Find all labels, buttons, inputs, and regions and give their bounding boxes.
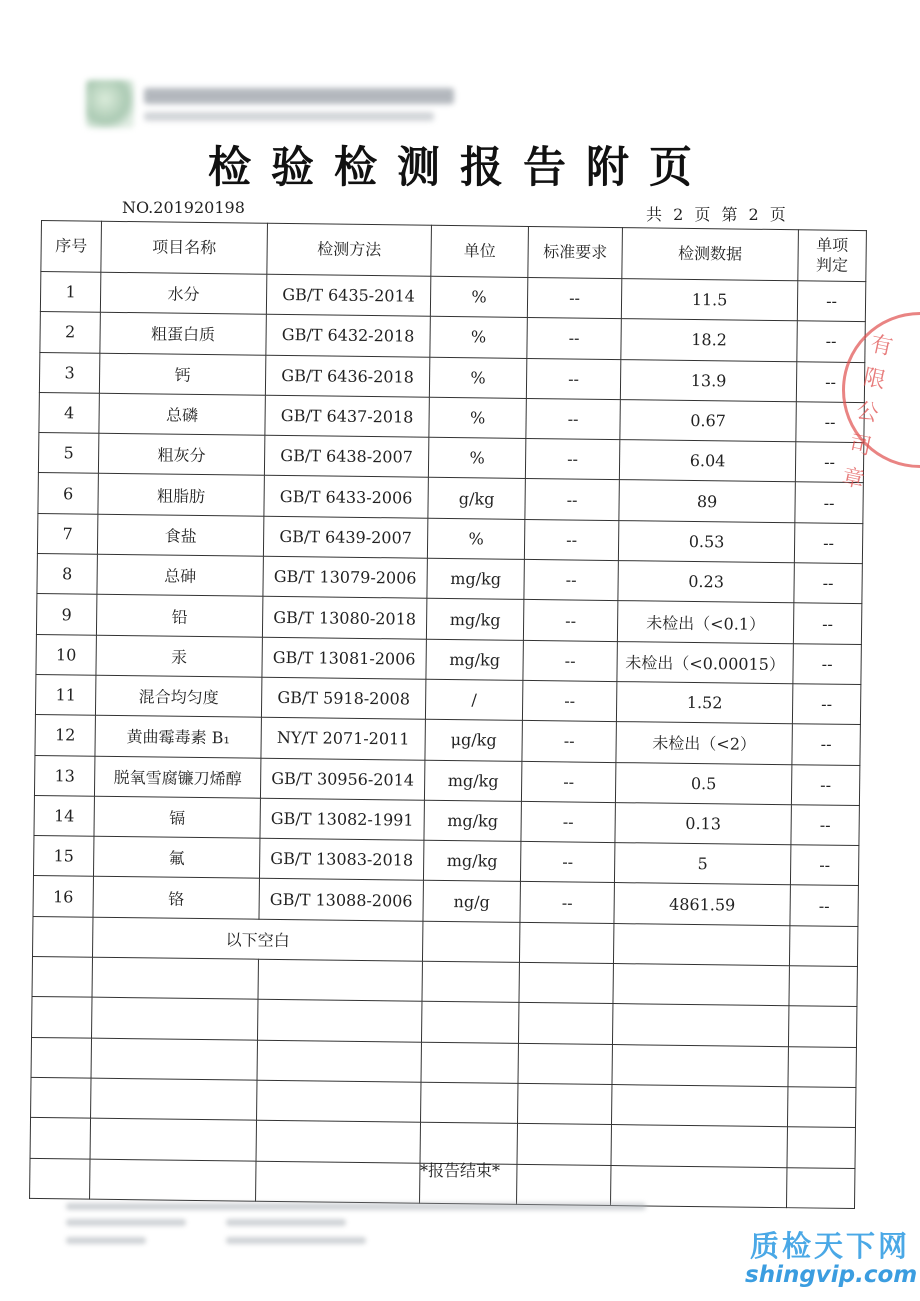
cell-index: 13 xyxy=(34,755,94,796)
cell-method: GB/T 13079-2006 xyxy=(263,556,427,598)
cell-judgement: -- xyxy=(794,523,862,564)
empty-cell xyxy=(91,1078,257,1120)
cell-method: GB/T 6439-2007 xyxy=(263,516,427,558)
empty-cell xyxy=(519,922,613,963)
cell-result: 0.5 xyxy=(615,762,791,804)
cell-item: 粗灰分 xyxy=(98,433,264,475)
cell-standard: -- xyxy=(521,801,615,842)
cell-method: GB/T 6436-2018 xyxy=(265,355,429,397)
watermark-en: shingvip.com xyxy=(745,1262,918,1288)
company-header-blurred xyxy=(86,74,466,136)
cell-unit: / xyxy=(425,679,522,720)
cell-result: 未检出（<0.00015） xyxy=(617,641,793,683)
cell-index: 10 xyxy=(36,634,96,675)
cell-unit: mg/kg xyxy=(424,800,521,841)
cell-judgement: -- xyxy=(794,563,862,604)
empty-cell xyxy=(32,956,92,997)
cell-unit: mg/kg xyxy=(423,840,520,881)
document-title: 检验检测报告附页 xyxy=(208,143,712,193)
results-table xyxy=(29,220,867,1209)
cell-unit: % xyxy=(428,437,525,478)
seal-text-suffix: 章 xyxy=(839,464,867,494)
empty-cell xyxy=(518,1003,612,1044)
cell-unit: mg/kg xyxy=(424,760,521,801)
cell-index: 9 xyxy=(36,594,96,635)
cell-standard: -- xyxy=(525,439,619,480)
header-standard: 标准要求 xyxy=(528,226,623,278)
header-judgement xyxy=(798,230,867,282)
empty-cell xyxy=(422,961,519,1002)
cell-item: 水分 xyxy=(100,272,266,314)
company-name-en-blurred xyxy=(144,112,434,121)
report-number: NO.201920198 xyxy=(122,198,245,217)
empty-cell xyxy=(422,921,519,962)
cell-method: GB/T 13082-1991 xyxy=(260,798,424,840)
site-watermark xyxy=(745,1229,918,1288)
cell-standard: -- xyxy=(524,560,618,601)
empty-cell xyxy=(31,1037,91,1078)
header-item: 项目名称 xyxy=(101,221,268,274)
cell-item: 镉 xyxy=(94,796,260,838)
empty-cell xyxy=(256,1120,420,1162)
cell-standard: -- xyxy=(520,882,614,923)
cell-unit: mg/kg xyxy=(426,599,523,640)
cell-result: 未检出（<2） xyxy=(616,722,792,764)
empty-cell xyxy=(787,1087,855,1128)
header-method: 检测方法 xyxy=(267,223,432,276)
cell-item: 黄曲霉毒素 B₁ xyxy=(95,715,261,757)
empty-cell xyxy=(518,1043,612,1084)
cell-judgement: -- xyxy=(791,764,859,805)
results-table-container xyxy=(29,220,866,1209)
empty-cell xyxy=(519,962,613,1003)
cell-standard: -- xyxy=(523,640,617,681)
header-judgement-text: 单项判定 xyxy=(815,235,849,275)
cell-standard: -- xyxy=(521,761,615,802)
cell-result: 13.9 xyxy=(620,359,796,401)
cell-method: GB/T 13083-2018 xyxy=(259,838,423,880)
cell-unit: g/kg xyxy=(428,478,525,519)
cell-result: 18.2 xyxy=(621,319,797,361)
cell-standard: -- xyxy=(522,680,616,721)
cell-result: 4861.59 xyxy=(614,883,790,925)
cell-index: 4 xyxy=(39,392,99,433)
header-unit: 单位 xyxy=(431,225,529,277)
cell-unit: % xyxy=(429,357,526,398)
cell-method: GB/T 13080-2018 xyxy=(262,597,426,639)
seal-text-company: 有限公司 xyxy=(846,331,895,461)
cell-judgement: -- xyxy=(791,805,859,846)
empty-cell xyxy=(789,925,857,966)
empty-cell xyxy=(31,1077,91,1118)
cell-item: 铬 xyxy=(93,877,259,919)
cell-method: GB/T 6435-2014 xyxy=(266,274,430,316)
cell-unit: mg/kg xyxy=(426,639,523,680)
empty-cell xyxy=(613,923,789,965)
empty-cell xyxy=(258,959,422,1001)
cell-method: GB/T 30956-2014 xyxy=(260,758,424,800)
cell-standard: -- xyxy=(526,398,620,439)
empty-cell xyxy=(33,916,93,957)
cell-judgement: -- xyxy=(790,845,858,886)
cell-method: GB/T 13088-2006 xyxy=(259,879,423,921)
cell-result: 0.67 xyxy=(620,399,796,441)
cell-standard: -- xyxy=(522,721,616,762)
cell-standard: -- xyxy=(526,358,620,399)
cell-method: GB/T 13081-2006 xyxy=(262,637,426,679)
cell-unit: ng/g xyxy=(423,881,520,922)
empty-cell xyxy=(421,1082,518,1123)
cell-index: 11 xyxy=(35,674,95,715)
cell-unit: % xyxy=(429,397,526,438)
empty-cell xyxy=(30,1118,90,1159)
cell-judgement: -- xyxy=(797,321,865,362)
cell-index: 14 xyxy=(34,795,94,836)
cell-index: 7 xyxy=(37,513,97,554)
cell-result: 0.23 xyxy=(618,561,794,603)
cell-index: 2 xyxy=(40,312,100,353)
report-end-note: *报告结束* xyxy=(419,1161,500,1180)
cell-result: 5 xyxy=(614,843,790,885)
cell-index: 1 xyxy=(40,272,100,313)
cell-unit: % xyxy=(427,518,524,559)
footer-blurred xyxy=(66,1195,656,1255)
cell-judgement: -- xyxy=(796,402,864,443)
empty-cell xyxy=(611,1084,787,1126)
cell-item: 钙 xyxy=(99,353,265,395)
empty-cell xyxy=(257,1080,421,1122)
cell-standard: -- xyxy=(527,277,621,318)
empty-cell xyxy=(90,1118,256,1160)
cell-judgement: -- xyxy=(795,482,863,523)
cell-standard: -- xyxy=(527,318,621,359)
cell-item: 粗蛋白质 xyxy=(100,313,266,355)
empty-cell xyxy=(788,1006,856,1047)
watermark-cn: 质检天下网 xyxy=(749,1229,910,1263)
cell-index: 12 xyxy=(35,715,95,756)
cell-method: GB/T 6432-2018 xyxy=(266,315,430,357)
cell-item: 食盐 xyxy=(97,514,263,556)
cell-standard: -- xyxy=(524,519,618,560)
header-result: 检测数据 xyxy=(622,228,799,281)
cell-method: GB/T 6438-2007 xyxy=(264,435,428,477)
cell-index: 16 xyxy=(33,876,93,917)
cell-result: 11.5 xyxy=(621,279,797,321)
cell-item: 总磷 xyxy=(99,393,265,435)
cell-index: 3 xyxy=(39,352,99,393)
cell-result: 6.04 xyxy=(619,440,795,482)
cell-item: 粗脂肪 xyxy=(98,474,264,516)
cell-judgement: -- xyxy=(792,684,860,725)
empty-cell xyxy=(612,1004,788,1046)
cell-judgement: -- xyxy=(793,643,861,684)
cell-standard: -- xyxy=(525,479,619,520)
cell-judgement: -- xyxy=(790,885,858,926)
cell-item: 氟 xyxy=(93,836,259,878)
cell-standard: -- xyxy=(523,600,617,641)
empty-cell xyxy=(258,1000,422,1042)
cell-index: 5 xyxy=(38,433,98,474)
empty-cell xyxy=(92,998,258,1040)
cell-standard: -- xyxy=(520,842,614,883)
empty-cell xyxy=(613,964,789,1006)
empty-cell xyxy=(517,1083,611,1124)
cell-item: 总砷 xyxy=(97,554,263,596)
cell-item: 脱氧雪腐镰刀烯醇 xyxy=(94,756,260,798)
cell-index: 8 xyxy=(37,554,97,595)
cell-unit: % xyxy=(430,317,527,358)
cell-result: 未检出（<0.1） xyxy=(617,601,793,643)
blank-note: 以下空白 xyxy=(92,917,422,961)
empty-cell xyxy=(32,997,92,1038)
empty-cell xyxy=(92,957,258,999)
cell-index: 15 xyxy=(33,836,93,877)
cell-result: 0.53 xyxy=(618,520,794,562)
cell-judgement: -- xyxy=(792,724,860,765)
cell-unit: % xyxy=(430,276,527,317)
cell-judgement: -- xyxy=(795,442,863,483)
cell-method: GB/T 6437-2018 xyxy=(265,395,429,437)
cell-judgement: -- xyxy=(793,603,861,644)
cell-unit: mg/kg xyxy=(427,558,524,599)
cell-index: 6 xyxy=(38,473,98,514)
company-logo xyxy=(86,80,134,128)
empty-cell xyxy=(91,1038,257,1080)
empty-cell xyxy=(421,1002,518,1043)
cell-result: 1.52 xyxy=(616,682,792,724)
cell-item: 铅 xyxy=(96,595,262,637)
cell-method: GB/T 5918-2008 xyxy=(261,677,425,719)
header-index: 序号 xyxy=(41,221,102,273)
empty-cell xyxy=(612,1044,788,1086)
cell-judgement: -- xyxy=(796,361,864,402)
cell-method: NY/T 2071-2011 xyxy=(261,717,425,759)
page-count: 共 2 页 第 2 页 xyxy=(646,205,789,224)
empty-cell xyxy=(789,966,857,1007)
empty-cell xyxy=(788,1046,856,1087)
cell-item: 混合均匀度 xyxy=(95,675,261,717)
cell-result: 0.13 xyxy=(615,802,791,844)
empty-cell xyxy=(421,1042,518,1083)
cell-result: 89 xyxy=(619,480,795,522)
cell-item: 汞 xyxy=(96,635,262,677)
empty-cell xyxy=(257,1040,421,1082)
cell-unit: μg/kg xyxy=(425,719,522,760)
company-name-blurred xyxy=(144,88,454,104)
cell-method: GB/T 6433-2006 xyxy=(264,476,428,518)
cell-judgement: -- xyxy=(797,281,865,322)
table-body xyxy=(30,272,866,1209)
